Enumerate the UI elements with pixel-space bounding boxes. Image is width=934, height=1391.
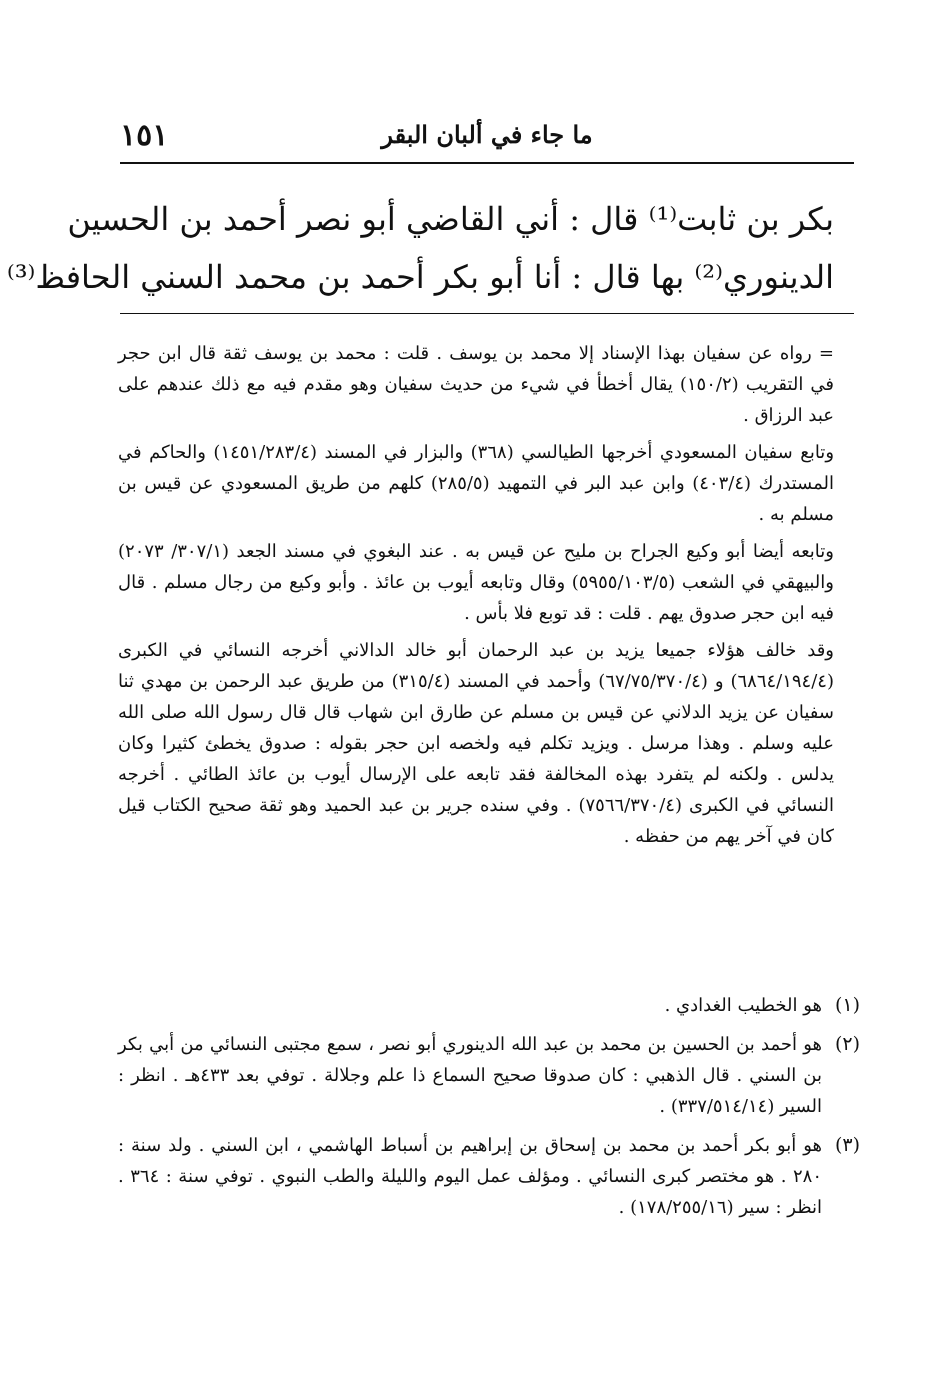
main-text <box>6 190 834 306</box>
footnote-text: هو أحمد بن الحسين بن محمد بن عبد الله الدينوري أبو نصر ، سمع مجتبى النسائي من أبي بكر بن السني . قال الذهبي : كان صدوقا صحيح السماع ذا علم وجلالة . توفي بعد ٤٣٣هـ . انظر : السير (٣٣٧/٥١٤/١٤) . <box>118 1034 822 1117</box>
footnote <box>118 1130 860 1223</box>
footnote-text: هو الخطيب الغدادي . <box>664 995 822 1016</box>
footnotes <box>118 990 860 1231</box>
commentary-paragraph: وتابعه أيضا أبو وكيع الجراح بن مليح عن قيس به . عند البغوي في مسند الجعد (٣٠٧/١/ ٢٠٧٣) والبيهقي في الشعب (٥٩٥٥/١٠٣/٥) وقال وتابعه أيوب بن عائذ . وأبو وكيع من رجال مسلم . قال فيه ابن حجر صدوق يهم . قلت : قد توبع فلا بأس . <box>118 541 834 624</box>
commentary-paragraph: وقد خالف هؤلاء جميعا يزيد بن عبد الرحمان أبو خالد الدالاني أخرجه النسائي في الكبرى (٦٨٦٤/١٩٤/٤) و (٦٧/٧٥/٣٧٠/٤) وأحمد في المسند (٣١٥/٤) من طريق عبد الرحمن بن مهدي ثنا سفيان عن يزيد الدلاني عن قيس بن مسلم عن طارق ابن شهاب قال قال رسول الله صلى الله عليه وسلم . وهذا مرسل . ويزيد تكلم فيه ولخصه ابن حجر بقوله : صدوق يخطئ كثيرا وكان يدلس . ولكنه لم يتفرد بهذه المخالفة فقد تابعه على الإرسال أيوب بن عائذ الطائي . أخرجه النسائي في الكبرى (٧٥٦٦/٣٧٠/٤) . وفي سنده جرير بن عبد الحميد وهو ثقة صحيح الكتاب قيل كان في آخر يهم من حفظه . <box>118 640 834 847</box>
footnote-number: (٢) <box>834 1033 860 1055</box>
footnote <box>118 1029 860 1122</box>
main-text-line: بكر بن ثابت⁽¹⁾ قال : أني القاضي أبو نصر أحمد بن الحسين <box>67 200 834 238</box>
running-title: ما جاء في ألبان البقر <box>381 120 593 149</box>
main-text-separator <box>120 313 854 314</box>
commentary-paragraph: = رواه عن سفيان بهذا الإسناد إلا محمد بن يوسف . قلت : محمد بن يوسف ثقة قال ابن حجر في التقريب (١٥٠/٢) يقال أخطأ في شيء من حديث سفيان وهو مقدم فيه مع ذلك عندهم على عبد الرزاق . <box>118 343 834 426</box>
footnote-number: (١) <box>834 994 860 1016</box>
commentary-notes <box>118 338 834 858</box>
footnote-number: (٣) <box>834 1134 860 1156</box>
commentary-paragraph: وتابع سفيان المسعودي أخرجها الطيالسي (٣٦٨) والبزار في المسند (١٤٥١/٢٨٣/٤) والحاكم في المستدرك (٤٠٣/٤) وابن عبد البر في التمهيد (٢٨٥/٥) كلهم من طريق المسعودي عن قيس بن مسلم به . <box>118 442 835 525</box>
footnote <box>118 990 860 1021</box>
page-number: ١٥١ <box>120 118 169 153</box>
page-header <box>120 118 854 164</box>
main-text-line: الدينوري⁽²⁾ بها قال : أنا أبو بكر أحمد بن محمد السني الحافظ⁽³⁾ <box>6 258 834 296</box>
footnote-text: هو أبو بكر أحمد بن محمد بن إسحاق بن إبراهيم بن أسباط الهاشمي ، ابن السني . ولد سنة : ٢٨٠ . هو مختصر كبرى النسائي . ومؤلف عمل اليوم والليلة والطب النبوي . توفي سنة : ٣٦٤ . انظر : سير (١٧٨/٢٥٥/١٦) . <box>118 1135 822 1218</box>
